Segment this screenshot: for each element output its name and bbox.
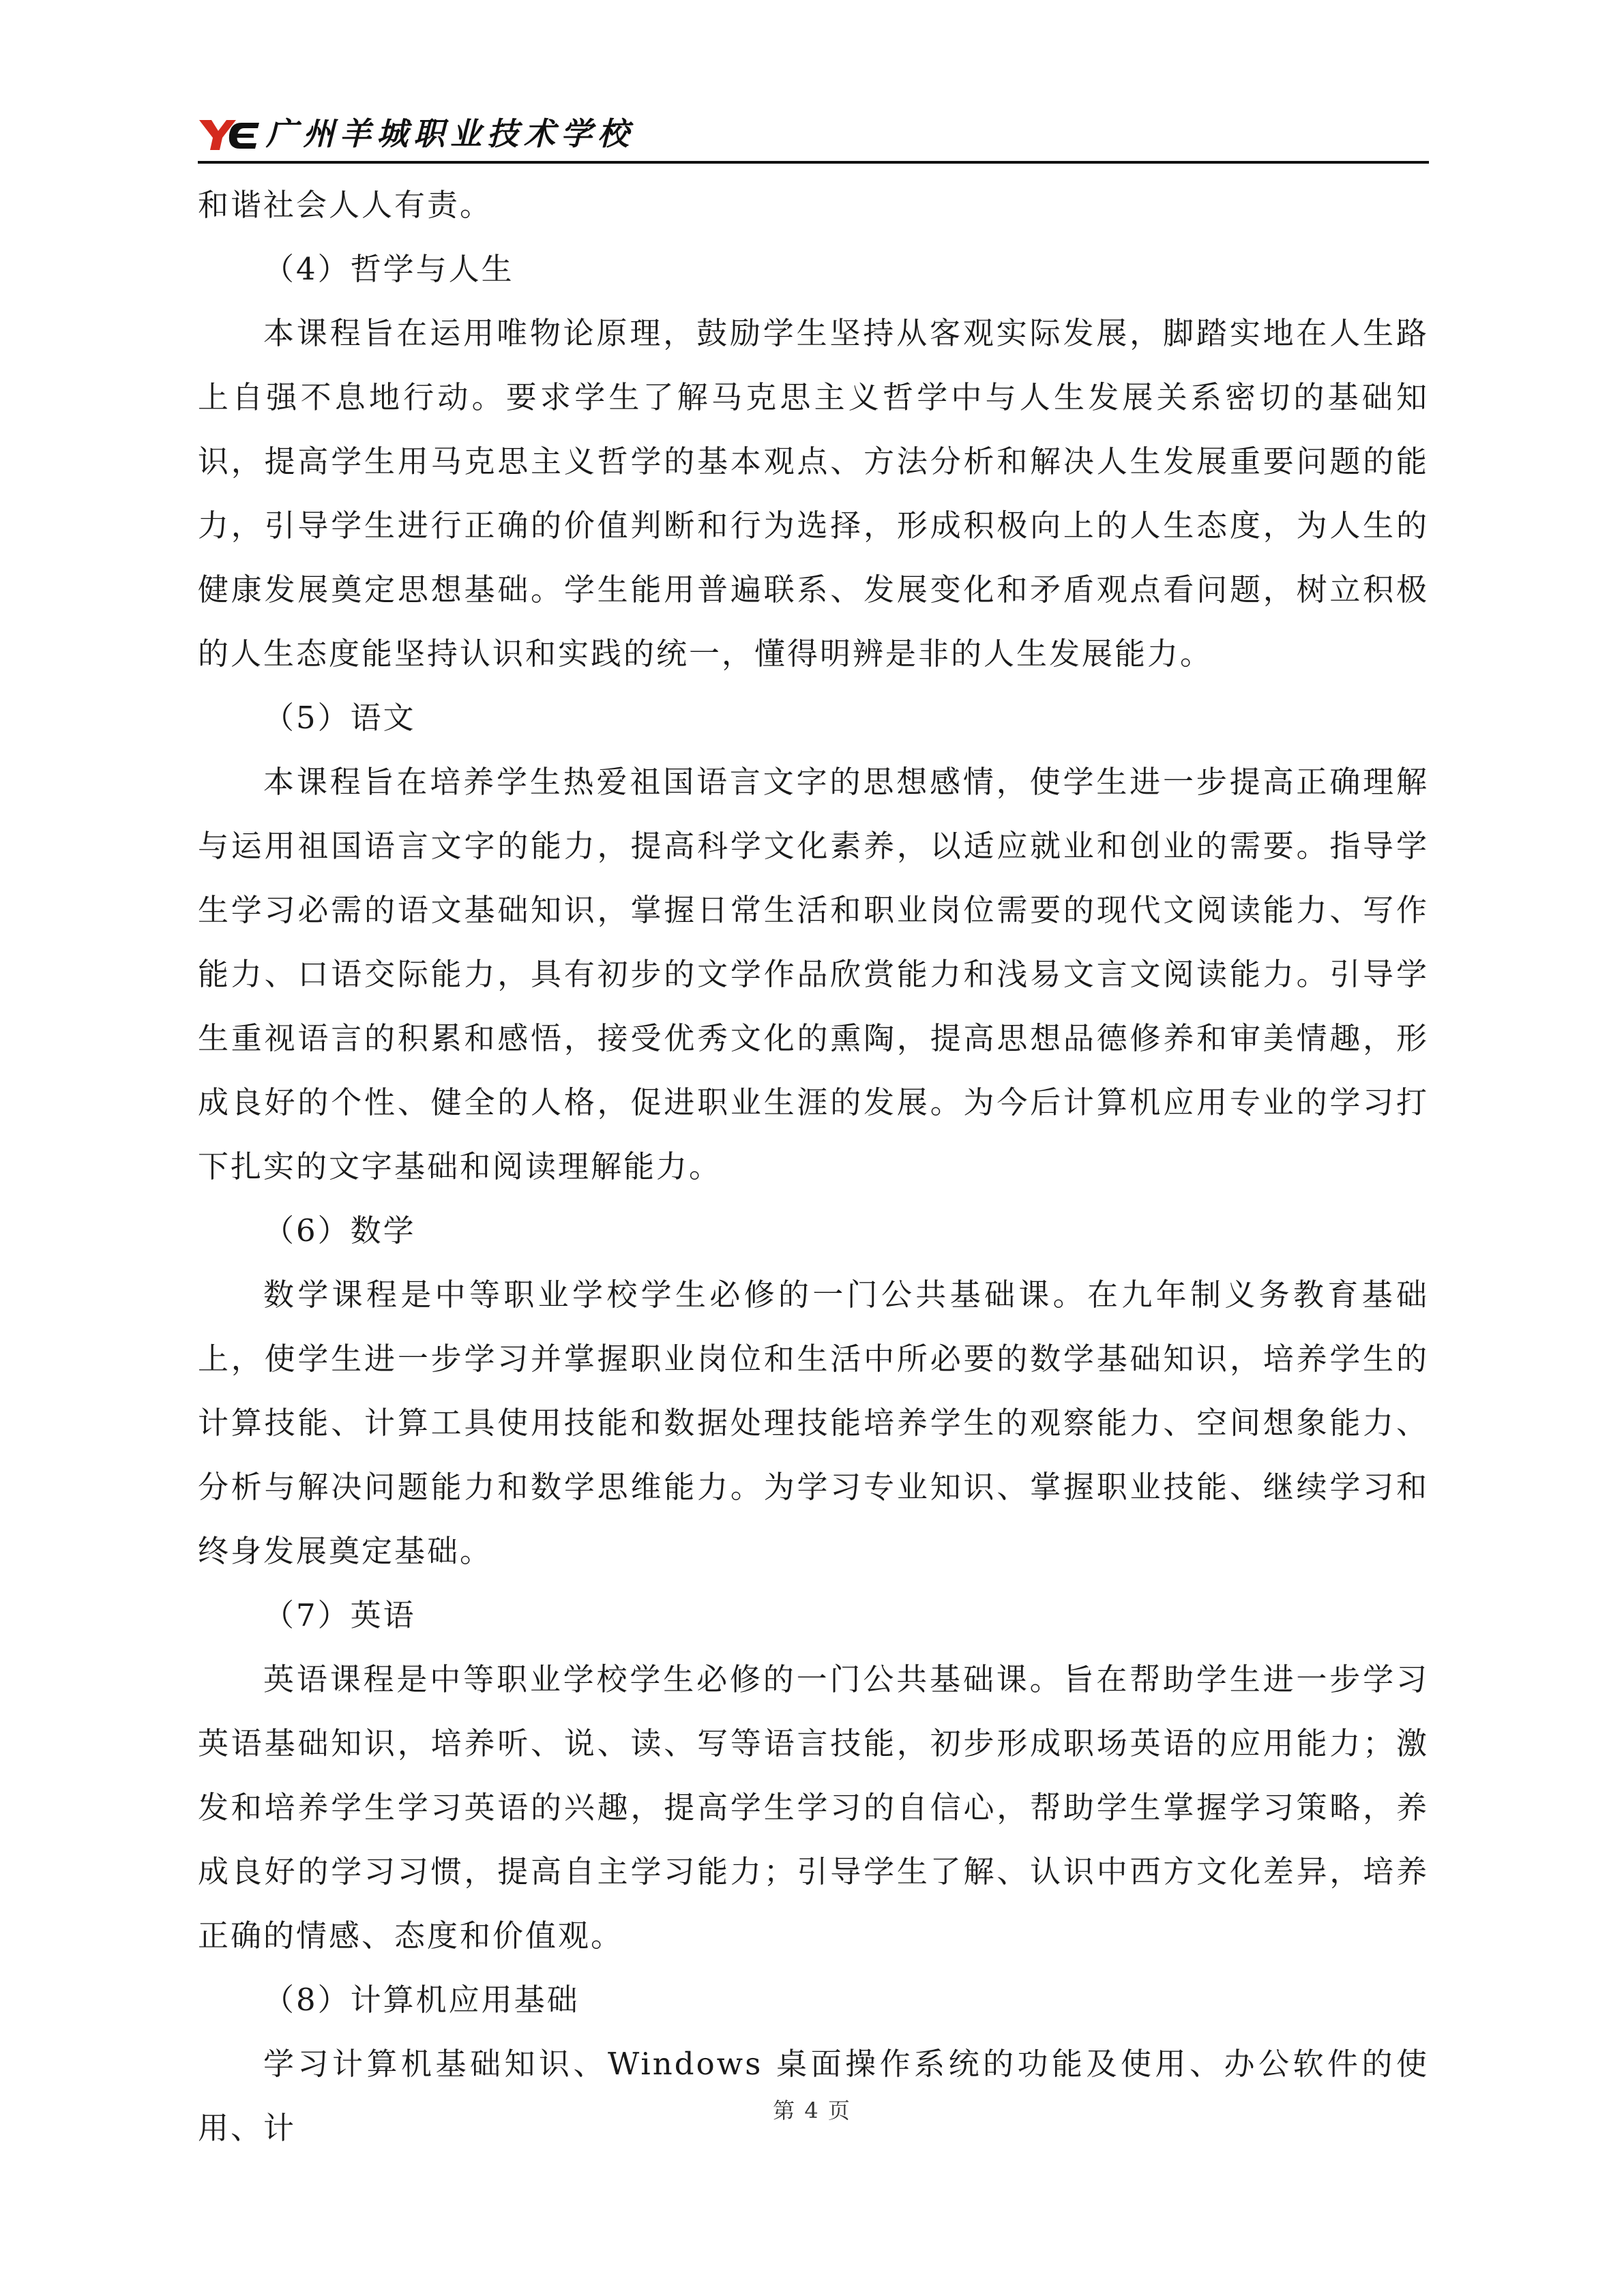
- header-divider: [198, 161, 1429, 164]
- paragraph-continuation: 和谐社会人人有责。: [198, 187, 493, 223]
- document-body: [198, 173, 1429, 2160]
- section-heading-math: （6）数学: [263, 1212, 416, 1249]
- school-logo: [198, 117, 261, 151]
- paragraph-math: 数学课程是中等职业学校学生必修的一门公共基础课。在九年制义务教育基础上，使学生进一步学习并掌握职业岗位和生活中所必要的数学基础知识，培养学生的计算技能、计算工具使用技能和数据处理技能培养学生的观察能力、空间想象能力、分析与解决问题能力和数学思维能力。为学习专业知识、掌握职业技能、继续学习和终身发展奠定基础。: [198, 1277, 1429, 1569]
- page-number: 第 4 页: [773, 2098, 851, 2123]
- page-header: [198, 113, 1429, 157]
- paragraph-english: 英语课程是中等职业学校学生必修的一门公共基础课。旨在帮助学生进一步学习英语基础知识，培养听、说、读、写等语言技能，初步形成职场英语的应用能力；激发和培养学生学习英语的兴趣，提高学生学习的自信心，帮助学生掌握学习策略，养成良好的学习习惯，提高自主学习能力；引导学生了解、认识中西方文化差异，培养正确的情感、态度和价值观。: [198, 1661, 1429, 1954]
- paragraph-computer: 学习计算机基础知识、Windows 桌面操作系统的功能及使用、办公软件的使用、计: [198, 2046, 1429, 2146]
- section-heading-computer: （8）计算机应用基础: [263, 1982, 580, 2018]
- section-heading-philosophy: （4）哲学与人生: [263, 251, 514, 287]
- paragraph-philosophy: 本课程旨在运用唯物论原理，鼓励学生坚持从客观实际发展，脚踏实地在人生路上自强不息地行动。要求学生了解马克思主义哲学中与人生发展关系密切的基础知识，提高学生用马克思主义哲学的基本观点、方法分析和解决人生发展重要问题的能力，引导学生进行正确的价值判断和行为选择，形成积极向上的人生态度，为人生的健康发展奠定思想基础。学生能用普遍联系、发展变化和矛盾观点看问题，树立积极的人生态度能坚持认识和实践的统一，懂得明辨是非的人生发展能力。: [198, 315, 1429, 672]
- section-heading-english: （7）英语: [263, 1597, 416, 1633]
- paragraph-chinese: 本课程旨在培养学生热爱祖国语言文字的思想感情，使学生进一步提高正确理解与运用祖国语言文字的能力，提高科学文化素养，以适应就业和创业的需要。指导学生学习必需的语文基础知识，掌握日常生活和职业岗位需要的现代文阅读能力、写作能力、口语交际能力，具有初步的文学作品欣赏能力和浅易文言文阅读能力。引导学生重视语言的积累和感悟，接受优秀文化的熏陶，提高思想品德修养和审美情趣，形成良好的个性、健全的人格，促进职业生涯的发展。为今后计算机应用专业的学习打下扎实的文字基础和阅读理解能力。: [198, 764, 1429, 1184]
- section-heading-chinese: （5）语文: [263, 700, 416, 736]
- school-name: 广州羊城职业技术学校: [266, 115, 634, 152]
